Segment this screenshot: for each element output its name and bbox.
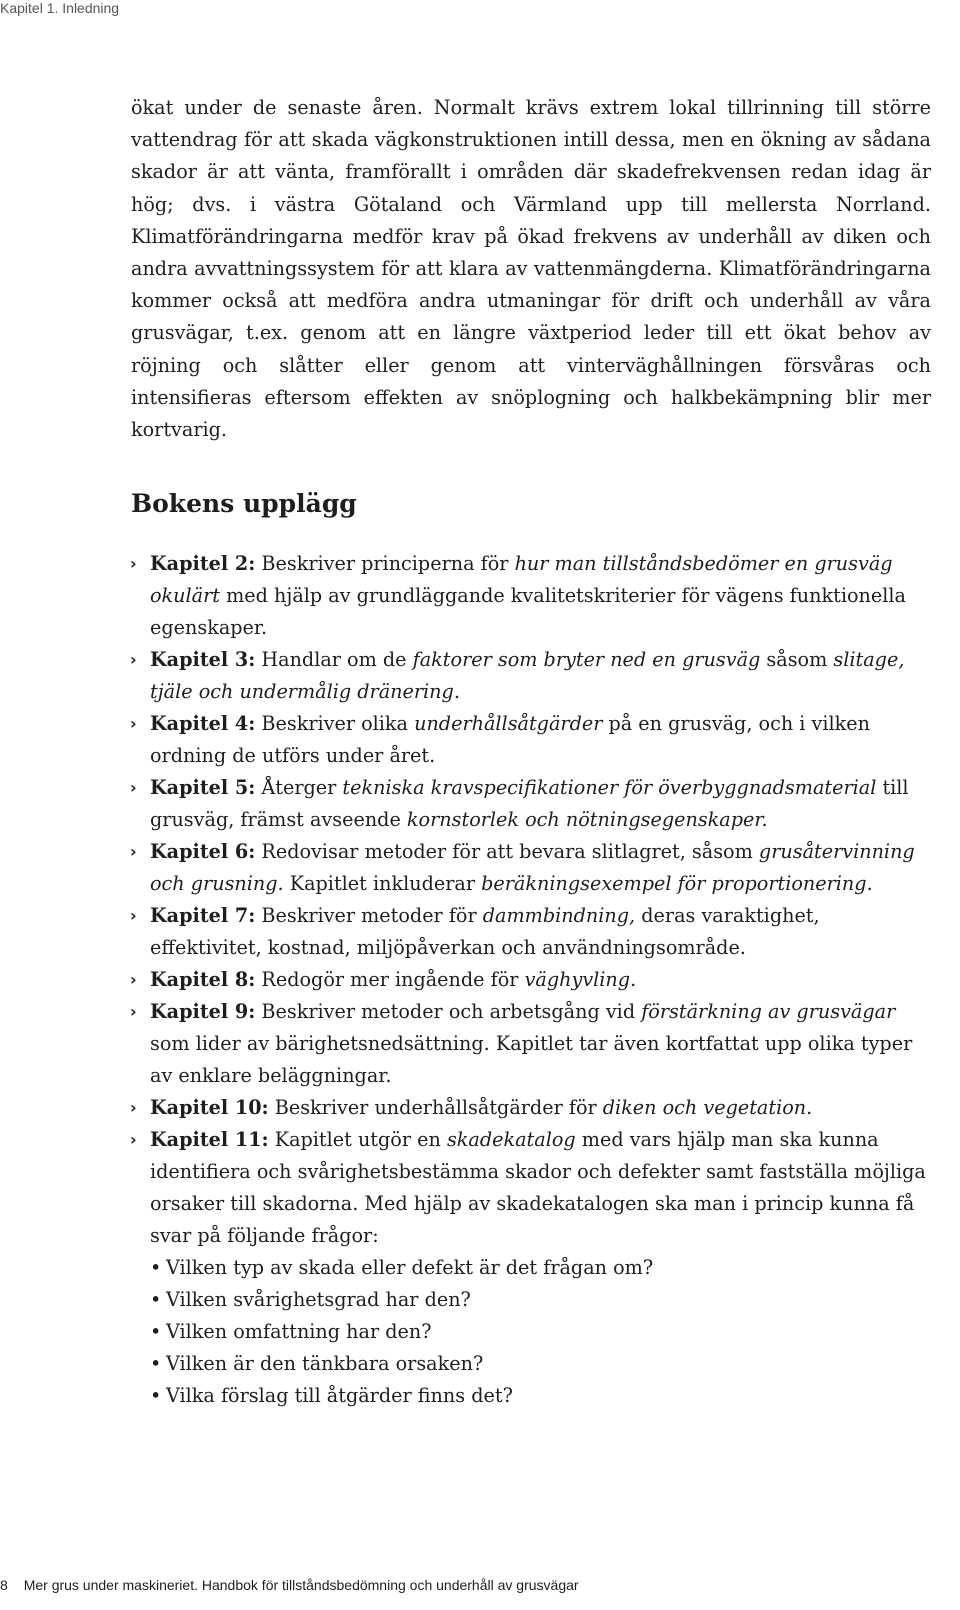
page-number: 8 bbox=[0, 1577, 8, 1593]
intro-paragraph: ökat under de senaste åren. Normalt krävs extrem lokal tillrinning till större vattendrag för att skada vägkonstruktionen intill dessa, men en ökning av sådana skador är att vänta, framförallt i områden där skadefrekvensen redan idag är hög; dvs. i västra Götaland och Värmland upp till mellersta Norrland. Klimatförändringarna medför krav på ökad frekvens av underhåll av diken och andra avvattningssystem för att klara av vattenmängderna. Klimatförändringarna kommer också att medföra andra utmaningar för drift och underhåll av våra grusvägar, t.ex. genom att en längre växtperiod leder till ett ökat behov av röjning och slåtter eller genom att vinterväghållningen försvåras och intensifieras eftersom effekten av snöplogning och halkbekämpning blir mer kortvarig. bbox=[131, 96, 931, 442]
chapter-text: Återger bbox=[255, 776, 343, 800]
chevron-right-icon: › bbox=[130, 1002, 137, 1022]
list-item bbox=[150, 1252, 931, 1284]
chapter-label: Kapitel 2: bbox=[150, 552, 256, 576]
question-list bbox=[150, 1252, 931, 1412]
chapter-text: Beskriver metoder och arbetsgång vid bbox=[255, 1000, 642, 1024]
chapter-emphasis: diken och vegetation. bbox=[602, 1096, 813, 1120]
chapter-item-4 bbox=[131, 708, 931, 772]
question-text: Vilka förslag till åtgärder finns det? bbox=[166, 1384, 513, 1408]
chapter-item-5 bbox=[131, 772, 931, 836]
bullet-icon: • bbox=[150, 1352, 162, 1376]
bullet-icon: • bbox=[150, 1320, 162, 1344]
chapter-emphasis: underhållsåtgärder bbox=[414, 712, 603, 736]
chapter-item-3 bbox=[131, 644, 931, 708]
bullet-icon: • bbox=[150, 1288, 162, 1312]
bullet-icon: • bbox=[150, 1256, 162, 1280]
list-item bbox=[150, 1380, 931, 1412]
book-title: Mer grus under maskineriet. bbox=[23, 1577, 198, 1593]
chapter-item-8 bbox=[131, 964, 931, 996]
chevron-right-icon: › bbox=[130, 906, 137, 926]
chapter-emphasis: faktorer som bryter ned en grusväg bbox=[412, 648, 761, 672]
chapter-item-7 bbox=[131, 900, 931, 964]
question-text: Vilken typ av skada eller defekt är det frågan om? bbox=[166, 1256, 654, 1280]
bullet-icon: • bbox=[150, 1384, 162, 1408]
chapter-label: Kapitel 5: bbox=[150, 776, 256, 800]
chapter-emphasis: kornstorlek och nötningsegenskaper. bbox=[406, 808, 768, 832]
chapter-list bbox=[131, 548, 931, 1412]
page-content bbox=[131, 92, 931, 1412]
chapter-label: Kapitel 6: bbox=[150, 840, 256, 864]
chevron-right-icon: › bbox=[130, 1130, 137, 1150]
chapter-text: såsom bbox=[760, 648, 834, 672]
chapter-text: Kapitlet inkluderar bbox=[283, 872, 482, 896]
chapter-label: Kapitel 8: bbox=[150, 968, 256, 992]
chapter-emphasis: grusåtervinning och grusning. bbox=[150, 840, 915, 896]
chapter-text: Handlar om de bbox=[255, 648, 413, 672]
chapter-item-11 bbox=[131, 1124, 931, 1412]
chapter-text: på en grusväg, och i vilken ordning de utförs under året. bbox=[150, 712, 870, 768]
chapter-label: Kapitel 4: bbox=[150, 712, 256, 736]
chapter-text: Redogör mer ingående för bbox=[255, 968, 525, 992]
list-item bbox=[150, 1316, 931, 1348]
chapter-emphasis: hur man tillståndsbedömer en grusväg okulärt bbox=[150, 552, 893, 608]
chevron-right-icon: › bbox=[130, 970, 137, 990]
chapter-text: Redovisar metoder för att bevara slitlagret, såsom bbox=[255, 840, 759, 864]
chapter-item-9 bbox=[131, 996, 931, 1092]
chevron-right-icon: › bbox=[130, 842, 137, 862]
chapter-text: deras varaktighet, effektivitet, kostnad, miljöpåverkan och användningsområde. bbox=[150, 904, 820, 960]
chapter-text: Beskriver olika bbox=[255, 712, 415, 736]
chevron-right-icon: › bbox=[130, 1098, 137, 1118]
chapter-text: med hjälp av grundläggande kvalitetskriterier för vägens funktionella egenskaper. bbox=[150, 584, 906, 640]
section-heading: Bokens upplägg bbox=[131, 489, 357, 519]
chapter-text: med vars hjälp man ska kunna identifiera och svårighetsbestämma skador och defekter samt fastställa möjliga orsaker till skadorna. Med hjälp av skadekatalogen ska man i princip kunna få svar på följande frågor: bbox=[150, 1128, 926, 1248]
chapter-item-2 bbox=[131, 548, 931, 644]
question-text: Vilken omfattning har den? bbox=[166, 1320, 432, 1344]
chevron-right-icon: › bbox=[130, 714, 137, 734]
chapter-emphasis: skadekatalog bbox=[446, 1128, 576, 1152]
chapter-emphasis: tekniska kravspecifikationer för överbyggnadsmaterial bbox=[342, 776, 877, 800]
list-item bbox=[150, 1284, 931, 1316]
chapter-text: Beskriver principerna för bbox=[255, 552, 515, 576]
chapter-text: som lider av bärighetsnedsättning. Kapitlet tar även kortfattat upp olika typer av enklare beläggningar. bbox=[150, 1032, 913, 1088]
chapter-item-6 bbox=[131, 836, 931, 900]
page-footer bbox=[0, 1577, 579, 1593]
chapter-item-10 bbox=[131, 1092, 931, 1124]
chapter-text: till grusväg, främst avseende bbox=[150, 776, 909, 832]
chevron-right-icon: › bbox=[130, 650, 137, 670]
chapter-label: Kapitel 9: bbox=[150, 1000, 256, 1024]
chapter-label: Kapitel 10: bbox=[150, 1096, 269, 1120]
chevron-right-icon: › bbox=[130, 554, 137, 574]
running-header: Kapitel 1. Inledning bbox=[0, 0, 120, 16]
question-text: Vilken är den tänkbara orsaken? bbox=[166, 1352, 484, 1376]
chapter-label: Kapitel 3: bbox=[150, 648, 256, 672]
chapter-emphasis: väghyvling. bbox=[524, 968, 637, 992]
chapter-emphasis: slitage, tjäle och undermålig dränering. bbox=[150, 648, 905, 704]
chevron-right-icon: › bbox=[130, 778, 137, 798]
chapter-text: Beskriver metoder för bbox=[255, 904, 483, 928]
chapter-emphasis: beräkningsexempel för proportionering. bbox=[481, 872, 873, 896]
chapter-emphasis: dammbindning, bbox=[482, 904, 636, 928]
question-text: Vilken svårighetsgrad har den? bbox=[166, 1288, 471, 1312]
chapter-emphasis: förstärkning av grusvägar bbox=[641, 1000, 896, 1024]
chapter-label: Kapitel 7: bbox=[150, 904, 256, 928]
chapter-text: Beskriver underhållsåtgärder för bbox=[268, 1096, 603, 1120]
list-item bbox=[150, 1348, 931, 1380]
chapter-text: Kapitlet utgör en bbox=[268, 1128, 447, 1152]
chapter-label: Kapitel 11: bbox=[150, 1128, 269, 1152]
book-subtitle: Handbok för tillståndsbedömning och underhåll av grusvägar bbox=[201, 1577, 579, 1593]
